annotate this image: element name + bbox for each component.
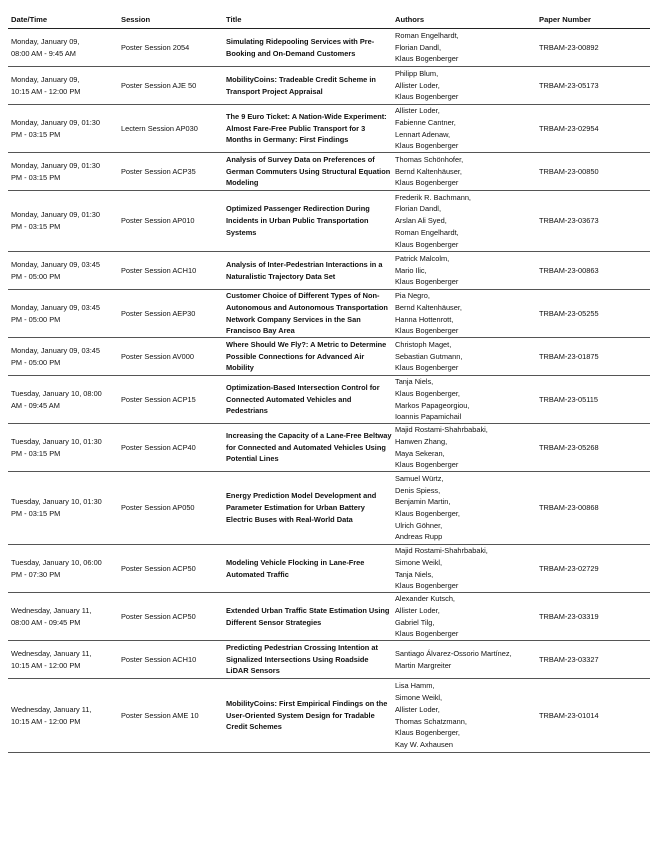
author-name: Bernd Kaltenhäuser, [395,166,462,176]
author-name: Simone Weikl, [395,693,443,703]
author-name: Pia Negro, [395,291,430,301]
title-cell: Optimized Passenger Redirection During Incidents in Urban Public Transportation Systems [223,191,392,252]
date-text: Tuesday, January 10, 01:30 [11,497,102,507]
session-cell: Poster Session ACH10 [118,641,223,679]
session-cell: Poster Session ACP15 [118,376,223,424]
table-row [8,679,650,753]
author-name: Sebastian Gutmann, [395,351,463,361]
date-time-cell [8,191,118,252]
author-name: Fabienne Cantner, [395,117,456,127]
date-text: Tuesday, January 10, 01:30 [11,436,102,446]
paper-number-cell: TRBAM-23-00863 [536,252,650,290]
author-name: Klaus Bogenberger [395,326,459,336]
author-name: Frederik R. Bachmann, [395,192,471,202]
table-row [8,472,650,545]
author-name: Klaus Bogenberger [395,178,459,188]
author-name: Alexander Kutsch, [395,594,455,604]
author-name: Lennart Adenaw, [395,129,451,139]
table-body [8,29,650,753]
author-name: Maya Sekeran, [395,448,445,458]
date-text: Monday, January 09, 03:45 [11,259,101,269]
date-text: Wednesday, January 11, [11,648,92,658]
paper-number-cell: TRBAM-23-00868 [536,472,650,545]
session-cell: Poster Session AP050 [118,472,223,545]
session-cell: Poster Session ACP50 [118,545,223,593]
date-time-cell [8,67,118,105]
session-cell: Poster Session AP010 [118,191,223,252]
paper-number-cell: TRBAM-23-05268 [536,424,650,472]
title-cell: Modeling Vehicle Flocking in Lane-Free Automated Traffic [223,545,392,593]
author-name: Benjamin Martin, [395,497,451,507]
authors-cell [392,472,536,545]
author-name: Lisa Hamm, [395,681,435,691]
time-text: PM - 03:15 PM [11,172,61,182]
time-text: 08:00 AM - 9:45 AM [11,48,76,58]
table-row [8,105,650,153]
paper-number-cell: TRBAM-23-03319 [536,593,650,641]
session-cell: Poster Session ACH10 [118,252,223,290]
author-name: Allister Loder, [395,704,440,714]
date-text: Monday, January 09, 01:30 [11,210,101,220]
header-session: Session [118,6,223,29]
session-cell: Poster Session AV000 [118,338,223,376]
date-time-cell [8,29,118,67]
author-name: Roman Engelhardt, [395,30,459,40]
author-name: Klaus Bogenberger, [395,728,460,738]
author-name: Roman Engelhardt, [395,227,459,237]
time-text: 10:15 AM - 12:00 PM [11,86,81,96]
title-cell: Extended Urban Traffic State Estimation Using Different Sensor Strategies [223,593,392,641]
authors-cell [392,376,536,424]
paper-number-cell: TRBAM-23-01014 [536,679,650,753]
session-cell: Poster Session AME 10 [118,679,223,753]
author-name: Hanna Hottenrott, [395,314,454,324]
authors-cell [392,252,536,290]
author-name: Klaus Bogenberger [395,581,459,591]
table-row [8,545,650,593]
author-name: Denis Spiess, [395,485,441,495]
author-name: Arslan Ali Syed, [395,216,447,226]
author-name: Gabriel Tilg, [395,617,435,627]
author-name: Hanwen Zhang, [395,436,448,446]
session-cell: Poster Session ACP35 [118,153,223,191]
paper-number-cell: TRBAM-23-05115 [536,376,650,424]
author-name: Markos Papageorgiou, [395,400,470,410]
date-time-cell [8,290,118,338]
session-cell: Poster Session AJE 50 [118,67,223,105]
author-name: Klaus Bogenberger, [395,388,460,398]
author-name: Klaus Bogenberger [395,277,459,287]
date-text: Monday, January 09, [11,36,80,46]
session-cell: Poster Session 2054 [118,29,223,67]
author-name: Klaus Bogenberger [395,460,459,470]
author-name: Simone Weikl, [395,557,443,567]
date-text: Monday, January 09, [11,74,80,84]
session-cell: Poster Session ACP40 [118,424,223,472]
session-cell: Lectern Session AP030 [118,105,223,153]
time-text: PM - 07:30 PM [11,569,61,579]
title-cell: Increasing the Capacity of a Lane-Free Beltway for Connected and Automated Vehicles Using Potential Lines [223,424,392,472]
date-text: Monday, January 09, 01:30 [11,117,101,127]
author-name: Majid Rostami-Shahrbabaki, [395,425,488,435]
author-name: Ulrich Göhner, [395,520,443,530]
author-name: Klaus Bogenberger [395,141,459,151]
table-row [8,376,650,424]
header-row [8,6,650,29]
table-row [8,641,650,679]
paper-number-cell: TRBAM-23-02729 [536,545,650,593]
date-time-cell [8,472,118,545]
title-cell: Where Should We Fly?: A Metric to Determine Possible Connections for Advanced Air Mobility [223,338,392,376]
date-time-cell [8,252,118,290]
table-row [8,338,650,376]
time-text: PM - 03:15 PM [11,129,61,139]
header-title: Title [223,6,392,29]
authors-cell [392,545,536,593]
date-text: Tuesday, January 10, 08:00 [11,388,102,398]
author-name: Klaus Bogenberger [395,629,459,639]
time-text: PM - 03:15 PM [11,448,61,458]
paper-number-cell: TRBAM-23-02954 [536,105,650,153]
table-row [8,290,650,338]
date-time-cell [8,153,118,191]
title-cell: Customer Choice of Different Types of Non-Autonomous and Autonomous Transportation Network Company Services in the San Francisco Bay Area [223,290,392,338]
date-time-cell [8,424,118,472]
header-authors: Authors [392,6,536,29]
title-cell: Simulating Ridepooling Services with Pre-Booking and On-Demand Customers [223,29,392,67]
time-text: 10:15 AM - 12:00 PM [11,716,81,726]
header-paper-number: Paper Number [536,6,650,29]
paper-number-cell: TRBAM-23-05255 [536,290,650,338]
time-text: PM - 05:00 PM [11,357,61,367]
authors-cell [392,29,536,67]
paper-number-cell: TRBAM-23-00850 [536,153,650,191]
paper-number-cell: TRBAM-23-00892 [536,29,650,67]
author-name: Klaus Bogenberger [395,363,459,373]
date-time-cell [8,545,118,593]
author-name: Majid Rostami-Shahrbabaki, [395,546,488,556]
authors-cell [392,641,536,679]
author-name: Bernd Kaltenhäuser, [395,302,462,312]
authors-cell [392,593,536,641]
author-name: Kay W. Axhausen [395,739,453,749]
date-text: Tuesday, January 10, 06:00 [11,557,102,567]
title-cell: MobilityCoins: First Empirical Findings on the User-Oriented System Design for Tradable Credit Schemes [223,679,392,753]
author-name: Florian Dandl, [395,42,442,52]
table-row [8,424,650,472]
author-name: Tanja Niels, [395,569,434,579]
author-name: Mario Ilic, [395,265,427,275]
table-row [8,67,650,105]
author-name: Klaus Bogenberger [395,239,459,249]
table-header [8,6,650,29]
date-time-cell [8,679,118,753]
time-text: PM - 03:15 PM [11,222,61,231]
date-time-cell [8,641,118,679]
table-row [8,252,650,290]
title-cell: Energy Prediction Model Development and Parameter Estimation for Urban Battery Electric Buses with Real-World Data [223,472,392,545]
paper-number-cell: TRBAM-23-03673 [536,191,650,252]
author-name: Andreas Rupp [395,532,443,542]
author-name: Tanja Niels, [395,377,434,387]
time-text: PM - 05:00 PM [11,271,61,281]
author-name: Klaus Bogenberger [395,54,459,64]
author-name: Christoph Maget, [395,339,452,349]
authors-cell [392,191,536,252]
time-text: 10:15 AM - 12:00 PM [11,660,81,670]
author-name: Florian Dandl, [395,204,442,214]
author-name: Allister Loder, [395,605,440,615]
authors-cell [392,105,536,153]
time-text: 08:00 AM - 09:45 PM [11,617,81,627]
title-cell: Predicting Pedestrian Crossing Intention at Signalized Intersections Using Roadside LiDAR Sensors [223,641,392,679]
sessions-table [8,6,650,753]
time-text: PM - 05:00 PM [11,314,61,324]
author-name: Samuel Würtz, [395,473,444,483]
date-text: Monday, January 09, 03:45 [11,302,101,312]
author-name: Allister Loder, [395,80,440,90]
authors-cell [392,338,536,376]
paper-number-cell: TRBAM-23-03327 [536,641,650,679]
table-row [8,153,650,191]
time-text: PM - 03:15 PM [11,509,61,518]
date-text: Wednesday, January 11, [11,605,92,615]
author-name: Ioannis Papamichail [395,412,462,422]
date-time-cell [8,105,118,153]
session-cell: Poster Session ACP50 [118,593,223,641]
date-time-cell [8,593,118,641]
author-name: Martin Margreiter [395,660,452,670]
author-name: Patrick Malcolm, [395,253,450,263]
title-cell: Analysis of Inter-Pedestrian Interactions in a Naturalistic Trajectory Data Set [223,252,392,290]
authors-cell [392,424,536,472]
date-text: Monday, January 09, 01:30 [11,160,101,170]
title-cell: The 9 Euro Ticket: A Nation-Wide Experiment: Almost Fare-Free Public Transport for 3 Months in Germany: First Findings [223,105,392,153]
paper-number-cell: TRBAM-23-01875 [536,338,650,376]
paper-number-cell: TRBAM-23-05173 [536,67,650,105]
author-name: Santiago Álvarez-Ossorio Martínez, [395,648,512,658]
author-name: Thomas Schönhofer, [395,154,464,164]
date-time-cell [8,338,118,376]
table-row [8,29,650,67]
author-name: Philipp Blum, [395,68,439,78]
author-name: Klaus Bogenberger, [395,509,460,518]
table-row [8,191,650,252]
table-row [8,593,650,641]
authors-cell [392,153,536,191]
authors-cell [392,679,536,753]
date-text: Wednesday, January 11, [11,704,92,714]
author-name: Thomas Schatzmann, [395,716,467,726]
authors-cell [392,290,536,338]
title-cell: MobilityCoins: Tradeable Credit Scheme in Transport Project Appraisal [223,67,392,105]
header-date-time: Date/Time [8,6,118,29]
title-cell: Optimization-Based Intersection Control for Connected Automated Vehicles and Pedestrians [223,376,392,424]
session-cell: Poster Session AEP30 [118,290,223,338]
author-name: Klaus Bogenberger [395,92,459,102]
title-cell: Analysis of Survey Data on Preferences of German Commuters Using Structural Equation Modeling [223,153,392,191]
author-name: Allister Loder, [395,106,440,116]
time-text: AM - 09:45 AM [11,400,60,410]
date-time-cell [8,376,118,424]
authors-cell [392,67,536,105]
date-text: Monday, January 09, 03:45 [11,345,101,355]
